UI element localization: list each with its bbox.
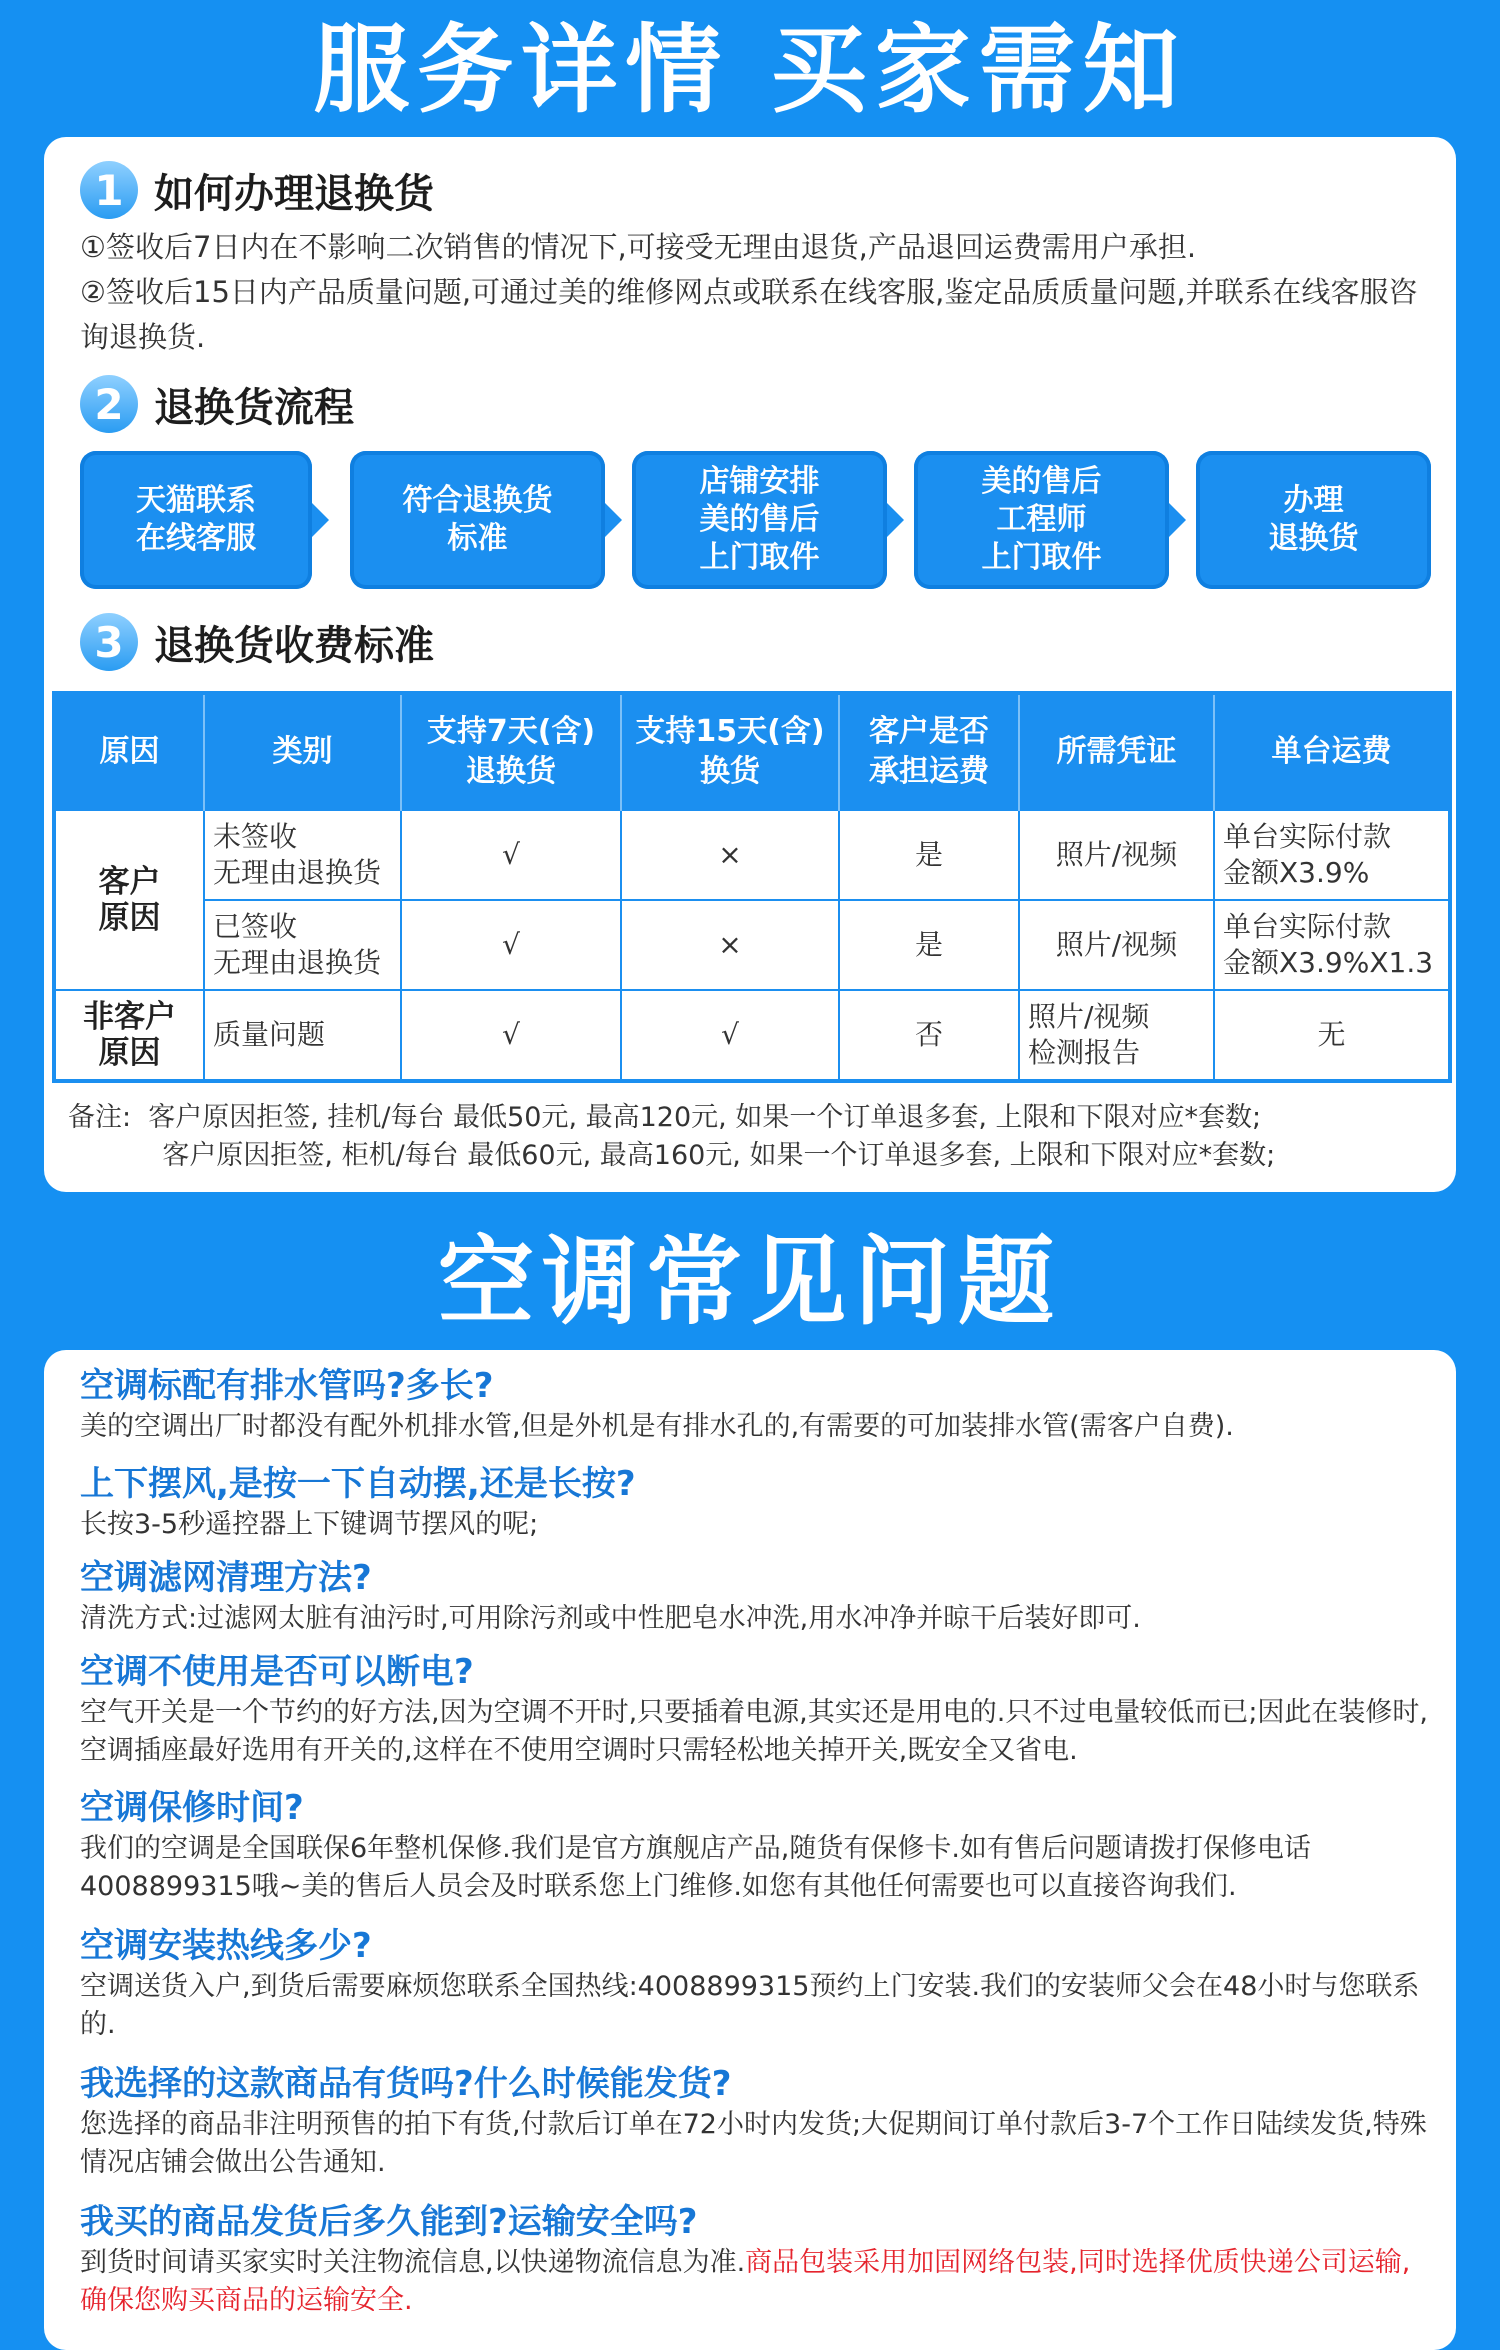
reason-cell: 客户 原因 — [54, 810, 204, 990]
arrow-right-icon — [605, 503, 622, 537]
column-header: 类别 — [204, 693, 401, 810]
column-header: 客户是否 承担运费 — [839, 693, 1019, 810]
arrow-right-icon — [1169, 503, 1186, 537]
fee-cell: 单台实际付款 金额X3.9% — [1214, 810, 1450, 900]
faq-answer: 您选择的商品非注明预售的拍下有货,付款后订单在72小时内发货;大促期间订单付款后3-7个工作日陆续发货,特殊情况店铺会做出公告通知. — [80, 2109, 1427, 2178]
check-icon: √ — [401, 900, 621, 990]
number-badge: 3 — [80, 613, 138, 671]
flow-step: 店铺安排 美的售后 上门取件 — [632, 451, 887, 589]
faq-question: 空调滤网清理方法? — [80, 1558, 372, 1598]
faq-item — [80, 1462, 1430, 1544]
check-icon: √ — [401, 810, 621, 900]
faq-item — [80, 1786, 1430, 1906]
faq-answer: 空调送货入户,到货后需要麻烦您联系全国热线:4008899315预约上门安装.我们的安装师父会在48小时与您联系的. — [80, 1971, 1420, 2040]
flow-step: 符合退换货 标准 — [350, 451, 605, 589]
faq-item — [80, 1364, 1430, 1446]
column-header: 单台运费 — [1214, 693, 1450, 810]
column-header: 原因 — [54, 693, 204, 810]
flow-step: 美的售后 工程师 上门取件 — [914, 451, 1169, 589]
flow-step: 天猫联系 在线客服 — [80, 451, 312, 589]
column-header: 支持7天(含) 退换货 — [401, 693, 621, 810]
number-badge: 2 — [80, 375, 138, 433]
flow-step: 办理 退换货 — [1196, 451, 1431, 589]
pay-cell: 是 — [839, 810, 1019, 900]
page-title-faq: 空调常见问题 — [438, 1226, 1062, 1338]
table-row — [54, 900, 1450, 990]
fee-cell: 无 — [1214, 990, 1450, 1081]
faq-question: 我选择的这款商品有货吗?什么时候能发货? — [80, 2064, 732, 2104]
faq-item — [80, 2200, 1430, 2320]
table-header-row — [54, 693, 1450, 810]
check-icon: √ — [621, 990, 839, 1081]
section-title: 如何办理退换货 — [154, 170, 434, 217]
faq-answer: 到货时间请买家实时关注物流信息,以快递物流信息为准.商品包装采用加固网络包装,同时选择优质快递公司运输,确保您购买商品的运输安全. — [80, 2247, 1411, 2316]
reason-cell: 非客户 原因 — [54, 990, 204, 1081]
faq-answer: 我们的空调是全国联保6年整机保修.我们是官方旗舰店产品,随货有保修卡.如有售后问题请拨打保修电话4008899315哦~美的售后人员会及时联系您上门维修.如您有其他任何需要也可以直接咨询我们. — [80, 1833, 1311, 1902]
arrow-right-icon — [312, 503, 329, 537]
section-header-flow — [80, 369, 354, 439]
fee-note: 备注: 客户原因拒签, 挂机/每台 最低50元, 最高120元, 如果一个订单退多套, 上限和下限对应*套数; — [68, 1102, 1262, 1133]
return-rule: ②签收后15日内产品质量问题,可通过美的维修网点或联系在线客服,鉴定品质质量问题,并联系在线客服咨询退换货. — [80, 275, 1418, 354]
section-header-fee — [80, 607, 434, 677]
proof-cell: 照片/视频 — [1019, 810, 1214, 900]
section-header-return — [80, 155, 434, 225]
faq-question: 空调不使用是否可以断电? — [80, 1652, 474, 1692]
faq-answer: 长按3-5秒遥控器上下键调节摆风的呢; — [80, 1509, 539, 1540]
page-title-service: 服务详情 买家需知 — [313, 14, 1187, 126]
column-header: 支持15天(含) 换货 — [621, 693, 839, 810]
faq-question: 空调保修时间? — [80, 1788, 304, 1828]
fee-table — [52, 691, 1452, 1083]
category-cell: 质量问题 — [204, 990, 401, 1081]
faq-question: 我买的商品发货后多久能到?运输安全吗? — [80, 2202, 698, 2242]
pay-cell: 是 — [839, 900, 1019, 990]
faq-question: 上下摆风,是按一下自动摆,还是长按? — [80, 1464, 636, 1504]
cross-icon: × — [621, 900, 839, 990]
faq-question: 空调标配有排水管吗?多长? — [80, 1366, 494, 1406]
fee-note: 客户原因拒签, 柜机/每台 最低60元, 最高160元, 如果一个订单退多套, 上限和下限对应*套数; — [68, 1140, 1276, 1171]
service-card — [44, 137, 1456, 1192]
check-icon: √ — [401, 990, 621, 1081]
table-row — [54, 810, 1450, 900]
section-title: 退换货流程 — [154, 384, 354, 431]
faq-item — [80, 1650, 1430, 1770]
faq-item — [80, 1556, 1430, 1638]
faq-item — [80, 2062, 1430, 2182]
section-title: 退换货收费标准 — [154, 622, 434, 669]
proof-cell: 照片/视频 检测报告 — [1019, 990, 1214, 1081]
faq-answer: 清洗方式:过滤网太脏有油污时,可用除污剂或中性肥皂水冲洗,用水冲净并晾干后装好即可. — [80, 1603, 1141, 1634]
cross-icon: × — [621, 810, 839, 900]
category-cell: 未签收 无理由退换货 — [204, 810, 401, 900]
faq-item — [80, 1924, 1430, 2044]
faq-answer: 美的空调出厂时都没有配外机排水管,但是外机是有排水孔的,有需要的可加装排水管(需客户自费). — [80, 1411, 1234, 1442]
faq-question: 空调安装热线多少? — [80, 1926, 372, 1966]
return-rule: ①签收后7日内在不影响二次销售的情况下,可接受无理由退货,产品退回运费需用户承担. — [80, 230, 1197, 264]
proof-cell: 照片/视频 — [1019, 900, 1214, 990]
table-row — [54, 990, 1450, 1081]
highlight-text: 商品包装采用加固网络包装,同时选择优质快递公司运输,确保您购买商品的运输安全. — [80, 2247, 1411, 2316]
return-flow — [80, 451, 1420, 591]
arrow-right-icon — [887, 503, 904, 537]
faq-answer: 空气开关是一个节约的好方法,因为空调不开时,只要插着电源,其实还是用电的.只不过电量较低而已;因此在装修时,空调插座最好选用有开关的,这样在不使用空调时只需轻松地关掉开关,既安全又省电. — [80, 1697, 1429, 1766]
number-badge: 1 — [80, 161, 138, 219]
faq-card — [44, 1350, 1456, 2350]
pay-cell: 否 — [839, 990, 1019, 1081]
fee-cell: 单台实际付款 金额X3.9%X1.3 — [1214, 900, 1450, 990]
column-header: 所需凭证 — [1019, 693, 1214, 810]
category-cell: 已签收 无理由退换货 — [204, 900, 401, 990]
